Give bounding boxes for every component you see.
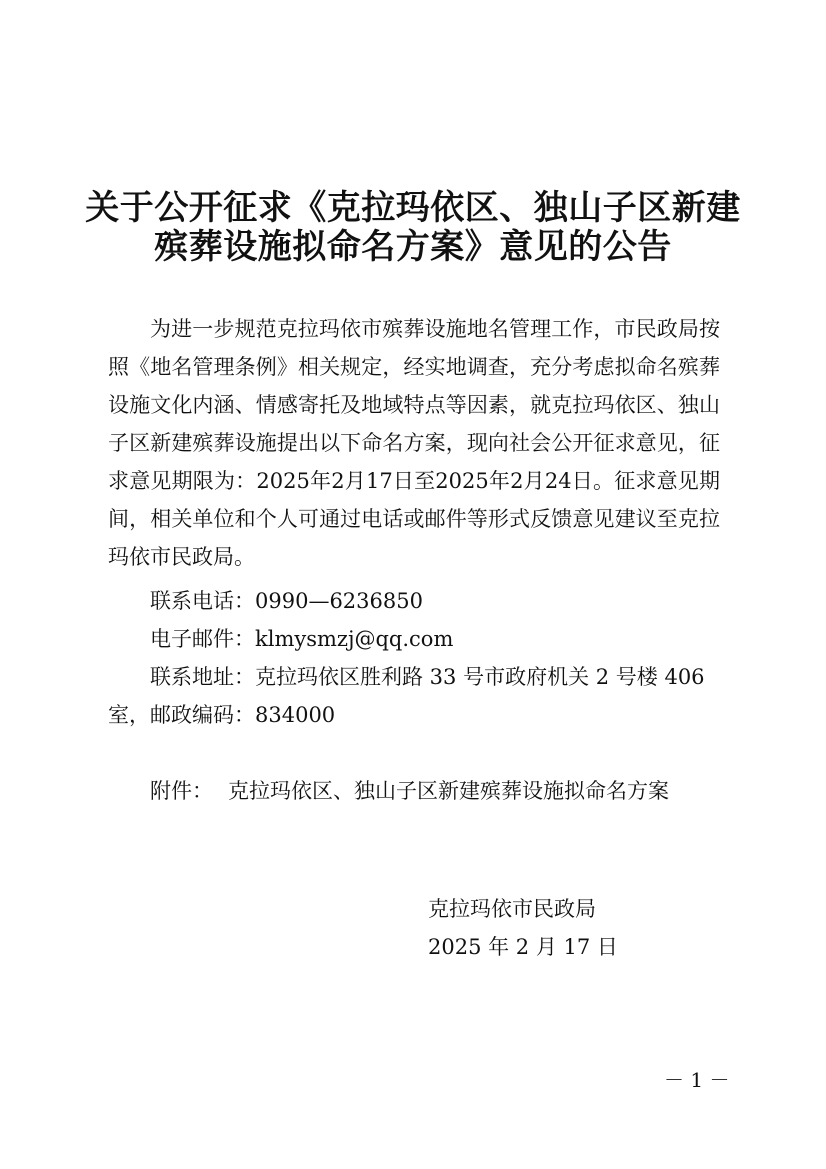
attachment-value: 克拉玛依区、独山子区新建殡葬设施拟命名方案 bbox=[228, 779, 669, 803]
document-title-line-1: 关于公开征求《克拉玛依区、独山子区新建 bbox=[85, 188, 741, 228]
contact-email: 电子邮件：klmysmzj@qq.com bbox=[150, 627, 454, 651]
page-number: － 1 － bbox=[664, 1068, 730, 1092]
document-title-line-2: 殡葬设施拟命名方案》意见的公告 bbox=[154, 227, 672, 267]
contact-phone: 联系电话：0990—6236850 bbox=[150, 589, 423, 613]
contact-address-line-1: 联系地址：克拉玛依区胜利路 33 号市政府机关 2 号楼 406 bbox=[150, 665, 705, 689]
signature-date: 2025 年 2 月 17 日 bbox=[428, 935, 618, 959]
contact-address-line-2: 室，邮政编码：834000 bbox=[108, 703, 336, 727]
attachment-label: 附件： bbox=[150, 779, 213, 803]
signature-org: 克拉玛依市民政局 bbox=[428, 897, 596, 921]
body-paragraph: 为进一步规范克拉玛依市殡葬设施地名管理工作，市民政局按照《地名管理条例》相关规定，经实地调查，充分考虑拟命名殡葬设施文化内涵、情感寄托及地域特点等因素，就克拉玛依区、独山子区新建殡葬设施提出以下命名方案，现向社会公开征求意见，征求意见期限为：2025年2月17日至2025年2月24日。征求意见期间，相关单位和个人可通过电话或邮件等形式反馈意见建议至克拉玛依市民政局。 bbox=[108, 317, 720, 569]
